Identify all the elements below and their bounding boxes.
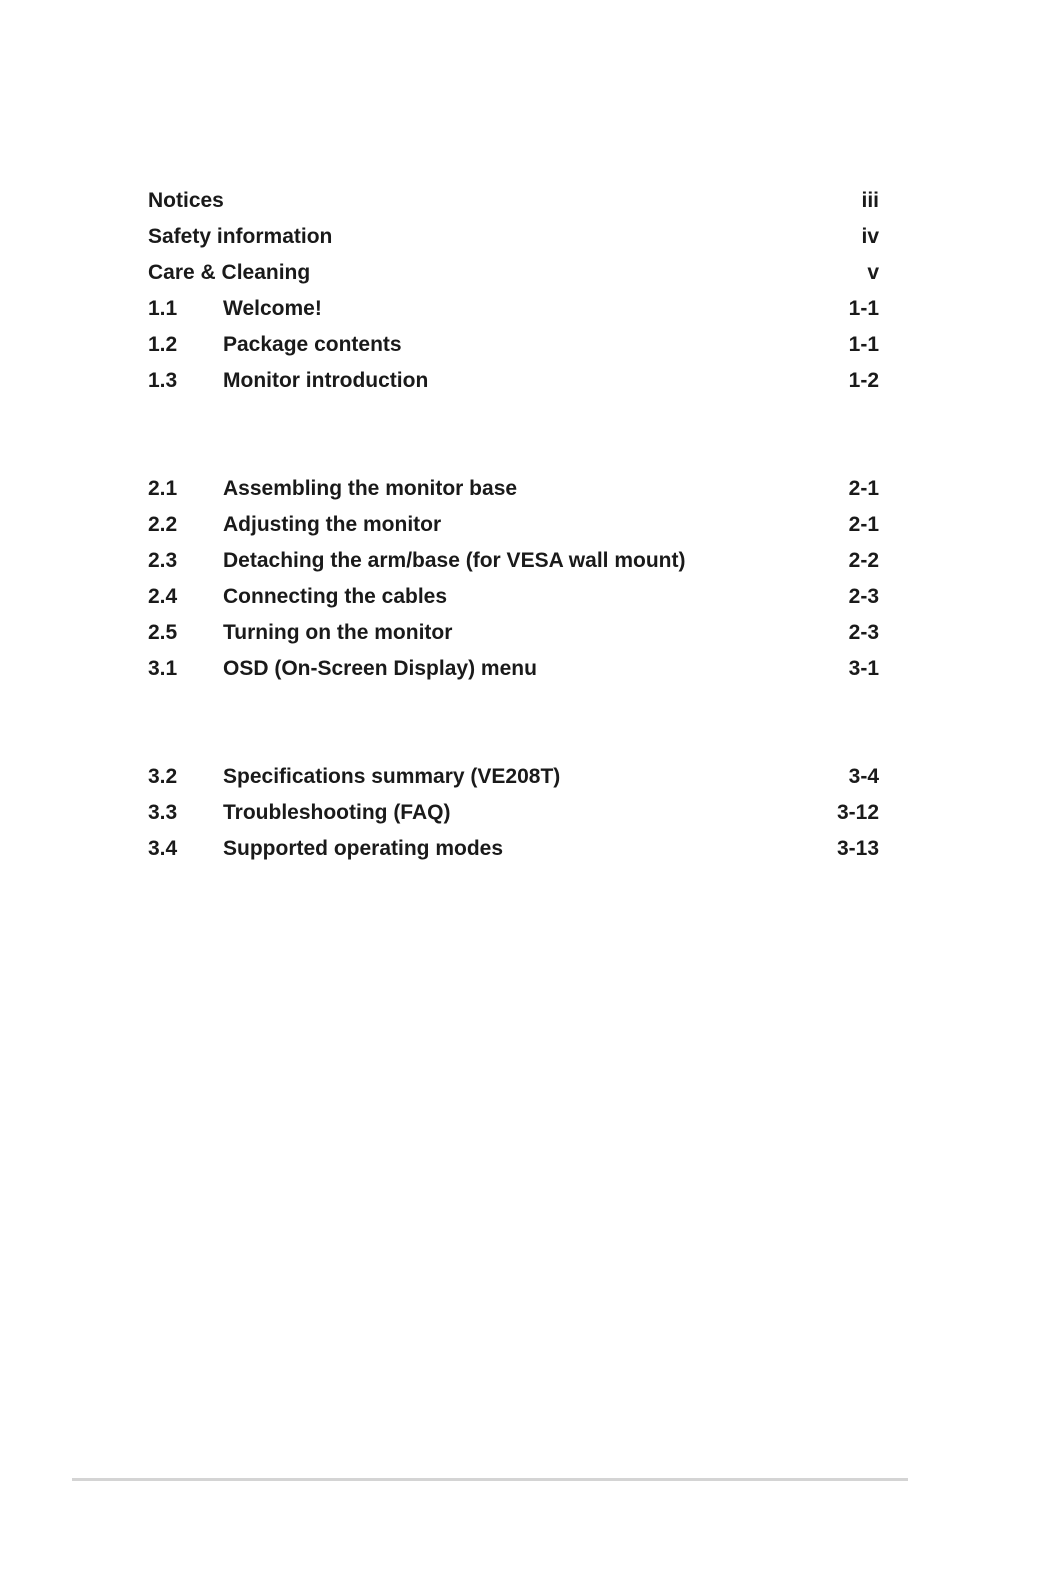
toc-entry-title: Supported operating modes [223, 837, 504, 860]
toc-group-appendix [148, 759, 879, 867]
toc-entry-number: 2.4 [148, 585, 178, 608]
toc-group-spacer [148, 687, 879, 759]
toc-entry-title: OSD (On-Screen Display) menu [223, 657, 537, 680]
toc-entry-title: Care & Cleaning [148, 261, 311, 284]
toc-entry-title: Turning on the monitor [223, 621, 453, 644]
toc-group-front-matter [148, 183, 879, 399]
toc-entry-2-4[interactable] [148, 579, 879, 615]
toc-group-setup [148, 471, 879, 687]
toc-entry-page: 2-3 [848, 585, 879, 608]
toc-entry-page: 2-3 [848, 621, 879, 644]
toc-entry-number: 3.2 [148, 765, 178, 788]
toc-entry-number: 2.3 [148, 549, 178, 572]
toc-entry-title: Safety information [148, 225, 333, 248]
toc-entry-number: 3.3 [148, 801, 178, 824]
toc-entry-3-1[interactable] [148, 651, 879, 687]
toc-entry-2-2[interactable] [148, 507, 879, 543]
toc-entry-title: Monitor introduction [223, 369, 429, 392]
toc-entry-title: Assembling the monitor base [223, 477, 518, 500]
toc-entry-2-3[interactable] [148, 543, 879, 579]
footer-divider [72, 1478, 908, 1481]
toc-entry-number: 1.3 [148, 369, 178, 392]
toc-entry-page: iv [861, 225, 879, 248]
toc-entry-number: 1.2 [148, 333, 178, 356]
toc-entry-title: Connecting the cables [223, 585, 448, 608]
toc-entry-number: 3.4 [148, 837, 178, 860]
toc-group-spacer [148, 399, 879, 471]
toc-entry-page: 3-1 [848, 657, 879, 680]
toc-entry-number: 2.1 [148, 477, 178, 500]
toc-entry-page: 3-12 [836, 801, 879, 824]
toc-entry-1-3[interactable] [148, 363, 879, 399]
toc-entry-3-2[interactable] [148, 759, 879, 795]
toc-entry-page: v [867, 261, 879, 284]
toc-entry-notices[interactable] [148, 183, 879, 219]
toc-entry-number: 3.1 [148, 657, 178, 680]
toc-entry-1-1[interactable] [148, 291, 879, 327]
toc-entry-page: 2-2 [848, 549, 879, 572]
toc-entry-title: Specifications summary (VE208T) [223, 765, 561, 788]
toc-entry-number: 1.1 [148, 297, 178, 320]
toc-entry-3-4[interactable] [148, 831, 879, 867]
toc-entry-title: Welcome! [223, 297, 322, 320]
toc-entry-care-cleaning[interactable] [148, 255, 879, 291]
toc-entry-title: Troubleshooting (FAQ) [223, 801, 451, 824]
table-of-contents [148, 183, 879, 867]
toc-entry-page: 2-1 [848, 513, 879, 536]
toc-entry-3-3[interactable] [148, 795, 879, 831]
toc-entry-number: 2.5 [148, 621, 178, 644]
toc-entry-title: Notices [148, 189, 224, 212]
toc-entry-page: iii [861, 189, 879, 212]
toc-entry-page: 3-4 [848, 765, 879, 788]
toc-entry-title: Adjusting the monitor [223, 513, 442, 536]
toc-entry-page: 1-1 [848, 297, 879, 320]
toc-entry-number: 2.2 [148, 513, 178, 536]
toc-entry-title: Detaching the arm/base (for VESA wall mount) [223, 549, 686, 572]
toc-entry-page: 2-1 [848, 477, 879, 500]
toc-entry-page: 1-1 [848, 333, 879, 356]
toc-entry-title: Package contents [223, 333, 402, 356]
toc-entry-1-2[interactable] [148, 327, 879, 363]
toc-entry-page: 1-2 [848, 369, 879, 392]
toc-entry-2-5[interactable] [148, 615, 879, 651]
toc-entry-safety-information[interactable] [148, 219, 879, 255]
toc-entry-2-1[interactable] [148, 471, 879, 507]
toc-entry-page: 3-13 [836, 837, 879, 860]
